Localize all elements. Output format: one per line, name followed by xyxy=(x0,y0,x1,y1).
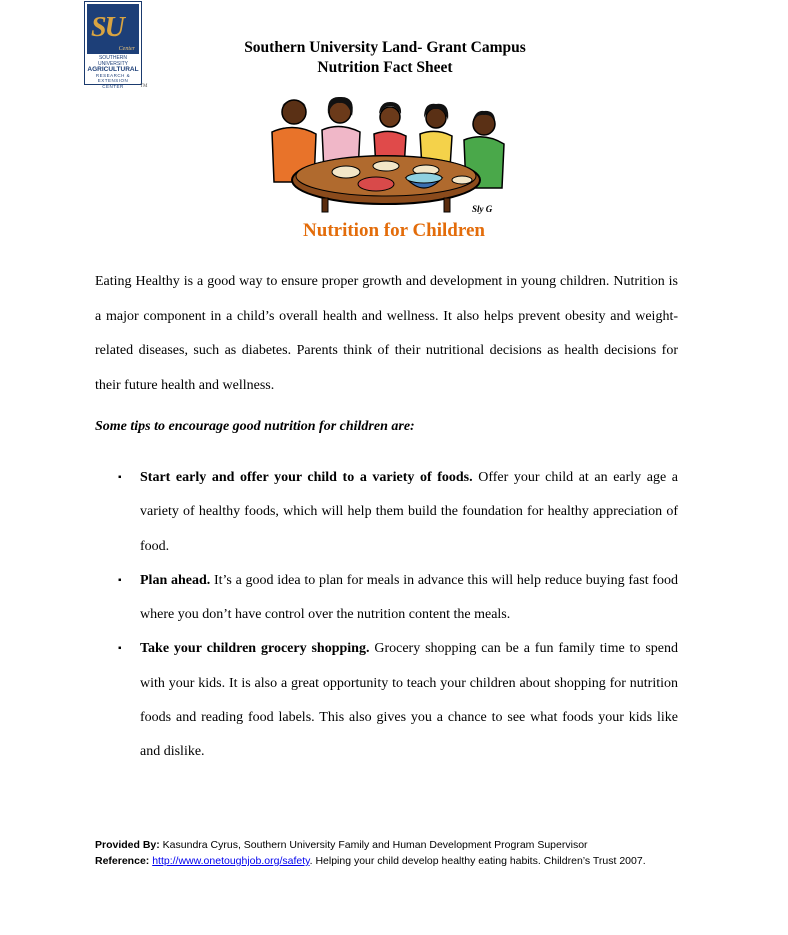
tip-lead: Take your children grocery shopping. xyxy=(140,641,370,657)
family-members-icon xyxy=(282,97,495,135)
bullet-square-icon: ▪ xyxy=(118,472,122,483)
section-heading: Nutrition for Children xyxy=(303,220,485,241)
tip-text: Grocery shopping can be a fun family time to spend with your kids. It is also a great opportunity to teach your children about shopping for nutrition foods and reading food labels. This also gives you a chance to see what foods your kids like and dislike. xyxy=(140,641,678,760)
logo-monogram: SU xyxy=(91,12,123,43)
reference-text: . Helping your child develop healthy eating habits. Children’s Trust 2007. xyxy=(309,855,646,867)
list-item xyxy=(118,564,678,633)
tip-lead: Start early and offer your child to a variety of foods. xyxy=(140,470,473,485)
footer xyxy=(95,837,685,869)
bullet-square-icon: ▪ xyxy=(118,643,122,655)
tip-lead: Plan ahead. xyxy=(140,572,211,588)
su-agcenter-logo xyxy=(84,1,142,89)
list-item xyxy=(118,632,678,769)
artist-signature: Sly G xyxy=(472,204,493,214)
intro-paragraph: Eating Healthy is a good way to ensure proper growth and development in young children. Nutrition is a major component in a child’s overall health and wellness. It also helps prevent obesity and weight-related diseases, such as diabetes. Parents think of their nutritional decisions as health decisions for their future health and wellness. xyxy=(95,274,678,393)
logo-line2: AGRICULTURAL xyxy=(87,66,139,73)
list-item xyxy=(118,461,678,564)
tip-text: Offer your child at an early age a variety of healthy foods, which will help them build the foundation for healthy appreciation of food. xyxy=(140,470,678,554)
logo-trademark: TM xyxy=(140,84,148,89)
logo-text xyxy=(86,56,140,89)
reference-line xyxy=(95,853,685,869)
logo-line1: SOUTHERN UNIVERSITY xyxy=(97,55,128,67)
logo-line4: CENTER xyxy=(102,83,124,89)
tips-heading: Some tips to encourage good nutrition for children are: xyxy=(95,419,415,434)
page-title-line2: Nutrition Fact Sheet xyxy=(317,59,453,76)
provided-by-line xyxy=(95,837,685,853)
logo-emblem xyxy=(87,4,139,54)
logo-center-word: Center xyxy=(118,46,135,52)
reference-link[interactable]: http://www.onetoughjob.org/safety xyxy=(152,855,310,867)
provided-by-text: Kasundra Cyrus, Southern University Family and Human Development Program Supervisor xyxy=(159,839,588,851)
provided-by-label: Provided By: xyxy=(95,839,160,851)
bullet-square-icon: ▪ xyxy=(118,574,122,586)
tip-text: It’s a good idea to plan for meals in advance this will help reduce buying fast food where you don’t have control over the nutrition content the meals. xyxy=(140,572,678,623)
tips-list xyxy=(118,461,678,770)
family-dinner-illustration xyxy=(266,92,506,216)
logo-line3: RESEARCH & EXTENSION xyxy=(95,72,131,83)
page-title-line1: Southern University Land- Grant Campus xyxy=(244,39,526,56)
reference-label: Reference: xyxy=(95,855,150,867)
